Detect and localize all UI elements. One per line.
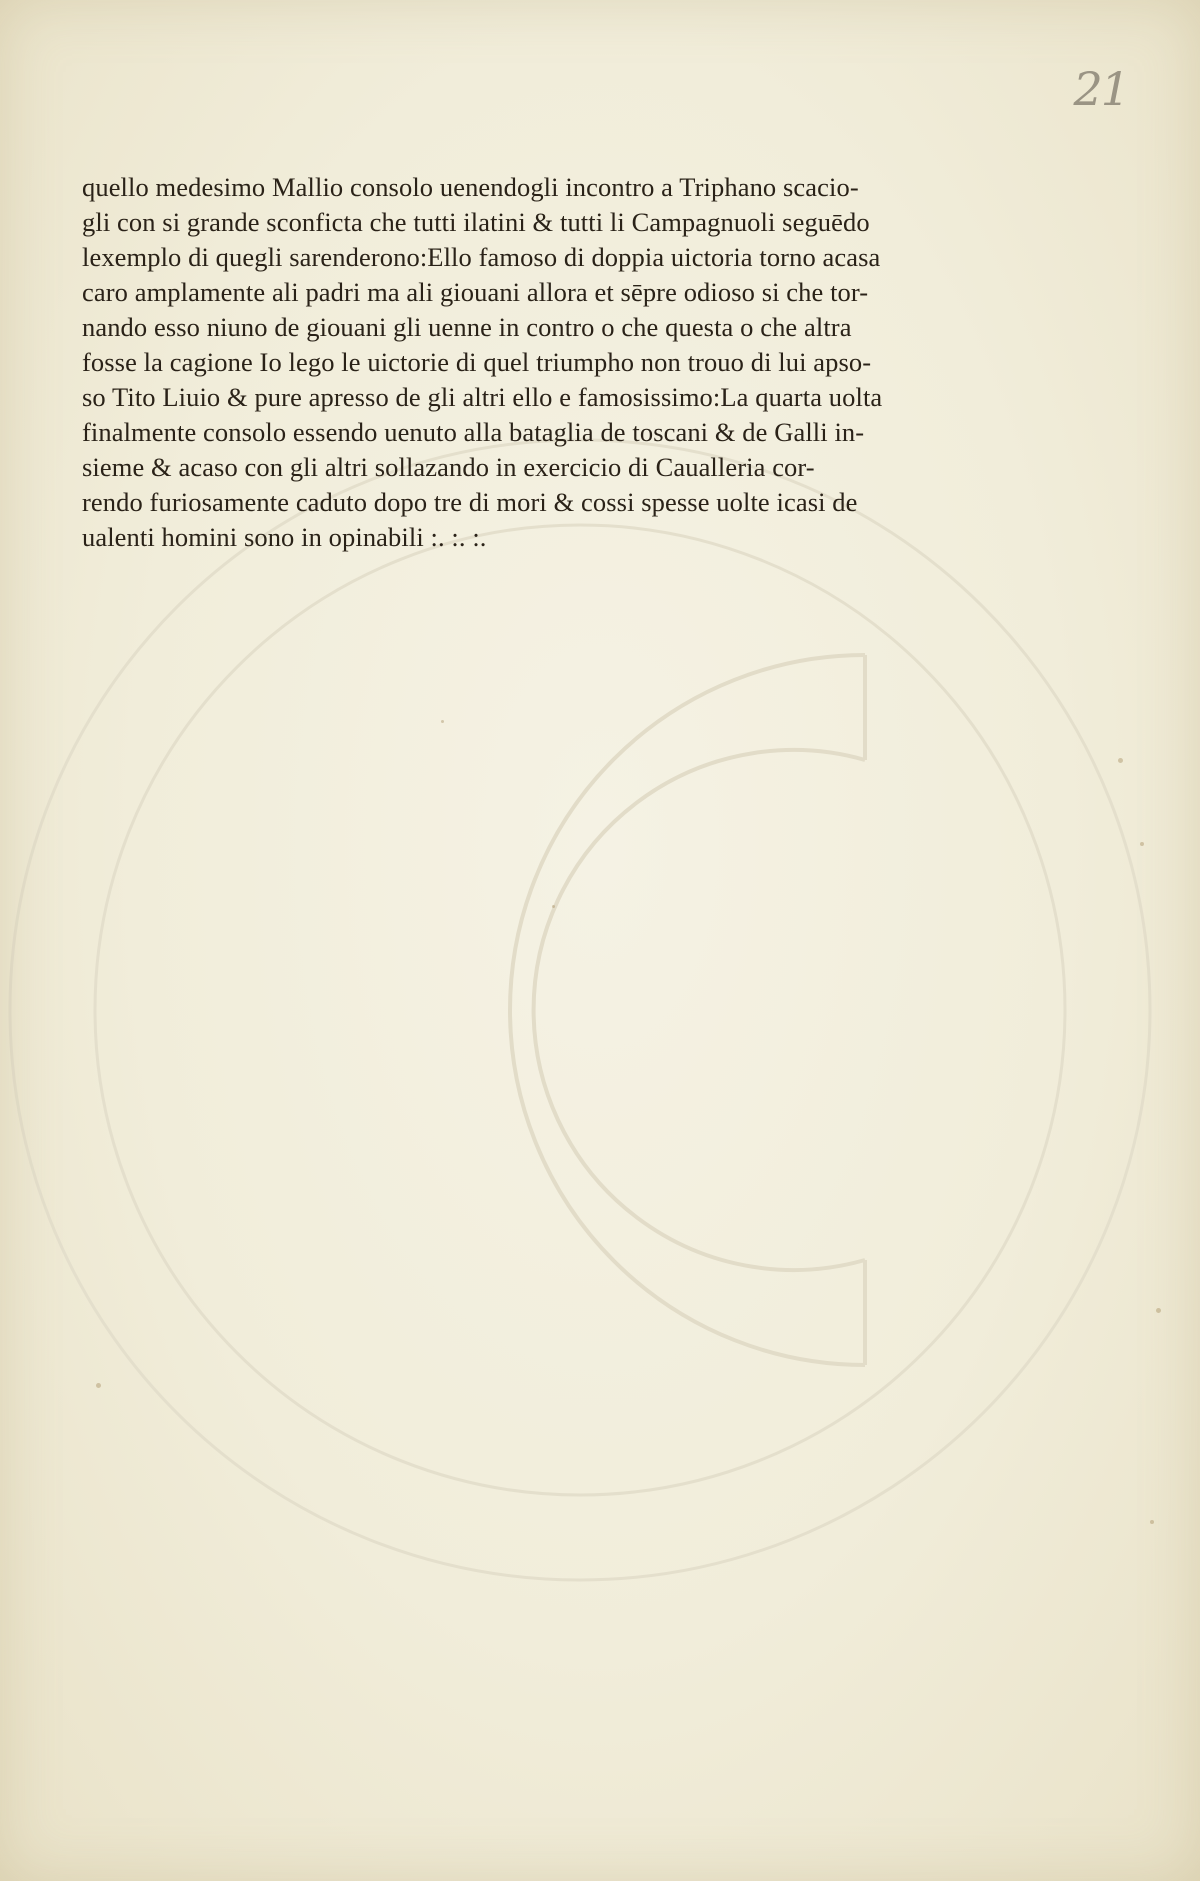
paper-spot bbox=[441, 720, 444, 723]
text-line: rendo furiosamente caduto dopo tre di mori & cossi spesse uolte icasi de bbox=[82, 487, 858, 517]
paper-spot bbox=[96, 1383, 101, 1388]
text-line: sieme & acaso con gli altri sollazando in exercicio di Caualleria cor- bbox=[82, 452, 815, 482]
folio-number: 21 bbox=[1073, 62, 1128, 116]
printed-text-block bbox=[82, 170, 932, 555]
paper-spot bbox=[552, 905, 555, 908]
text-line: gli con si grande sconficta che tutti ilatini & tutti li Campagnuoli seguēdo bbox=[82, 207, 870, 237]
text-line: ualenti homini sono in opinabili :. :. :. bbox=[82, 522, 487, 552]
paper-spot bbox=[1118, 758, 1123, 763]
paper-spot bbox=[1156, 1308, 1161, 1313]
text-line: nando esso niuno de giouani gli uenne in contro o che questa o che altra bbox=[82, 312, 852, 342]
paper-spot bbox=[1140, 842, 1144, 846]
text-line: lexemplo di quegli sarenderono:Ello famoso di doppia uictoria torno acasa bbox=[82, 242, 881, 272]
text-line: fosse la cagione Io lego le uictorie di quel triumpho non trouo di lui apso- bbox=[82, 347, 872, 377]
text-line: so Tito Liuio & pure apresso de gli altri ello e famosissimo:La quarta uolta bbox=[82, 382, 883, 412]
text-line: finalmente consolo essendo uenuto alla bataglia de toscani & de Galli in- bbox=[82, 417, 865, 447]
paper-spot bbox=[1150, 1520, 1154, 1524]
text-line: caro amplamente ali padri ma ali giouani allora et sēpre odioso si che tor- bbox=[82, 277, 869, 307]
text-line: quello medesimo Mallio consolo uenendogli incontro a Triphano scacio- bbox=[82, 172, 859, 202]
